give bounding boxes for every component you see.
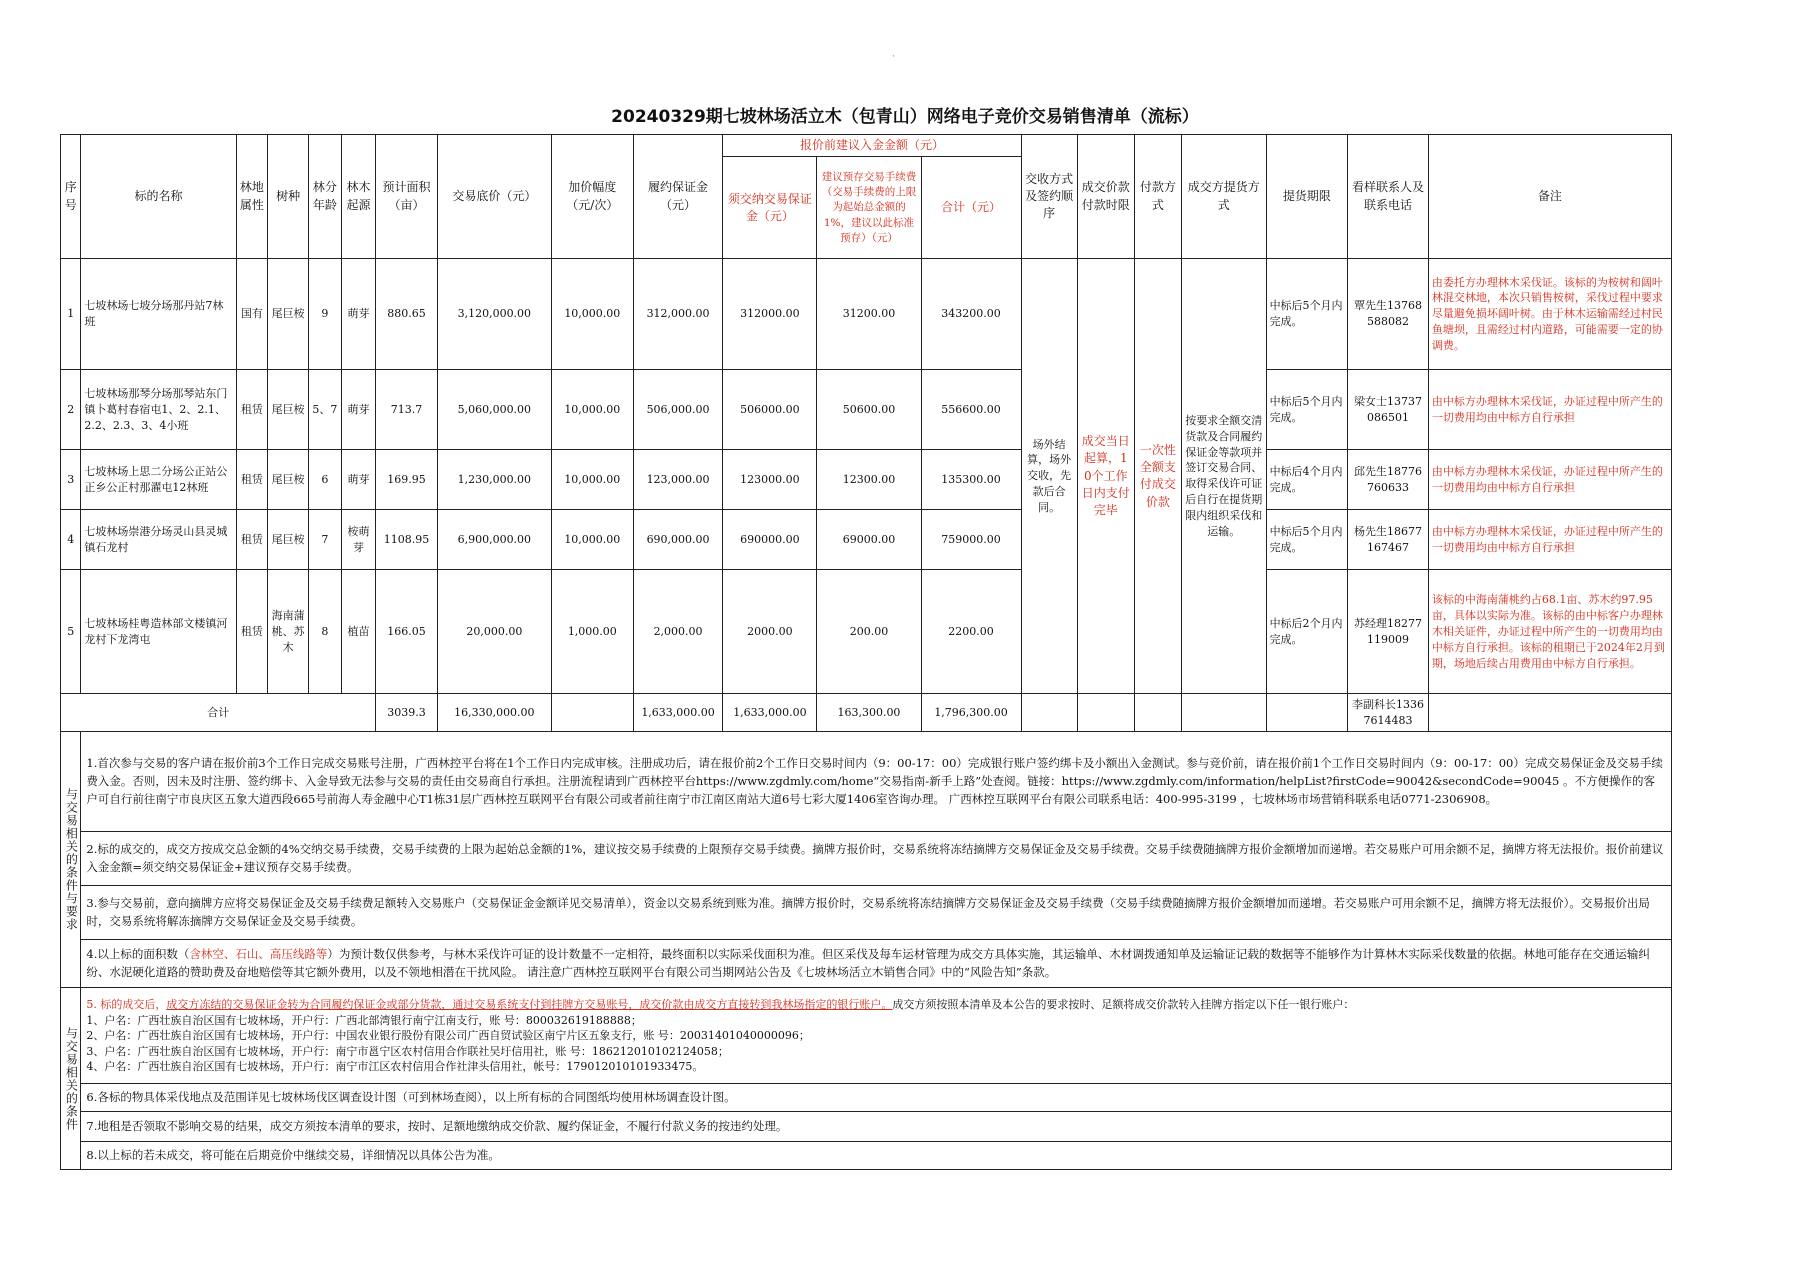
- cell-remark: 由委托方办理林木采伐证。该标的为桉树和阔叶林混交林地，本次只销售桉树，采伐过程中要求尽量避免损坏阔叶树。由于林木运输需经过村民鱼塘坝，且需经过村内道路，可能需要一定的协调费。: [1428, 259, 1671, 370]
- sales-list-table: [60, 134, 1672, 1170]
- cell-increment: 10,000.00: [551, 450, 633, 510]
- cell-area: 713.7: [376, 370, 437, 450]
- totals-fee: 163,300.00: [817, 694, 921, 732]
- note-4-part-a: 4.以上标的面积数（: [86, 947, 190, 962]
- totals-base-price: 16,330,000.00: [437, 694, 551, 732]
- header-must-deposit: 须交纳交易保证金（元）: [723, 157, 817, 259]
- cell-species: 尾巨桉: [268, 370, 309, 450]
- cell-period: 中标后2个月内完成。: [1266, 570, 1348, 694]
- cell-deposit: 2,000.00: [633, 570, 723, 694]
- cell-fee: 50600.00: [817, 370, 921, 450]
- header-period: 提货期限: [1266, 135, 1348, 259]
- cell-contact: 梁女士13737086501: [1348, 370, 1429, 450]
- header-total: 合计（元）: [921, 157, 1021, 259]
- header-remark: 备注: [1428, 135, 1671, 259]
- cell-period: 中标后5个月内完成。: [1266, 510, 1348, 570]
- totals-must-deposit: 1,633,000.00: [723, 694, 817, 732]
- cell-seq: 4: [61, 510, 81, 570]
- note-5-lead: 5. 标的成交后，: [86, 998, 167, 1012]
- header-deposit: 履约保证金（元）: [633, 135, 723, 259]
- table-row: [61, 510, 1672, 570]
- header-land: 林地属性: [236, 135, 268, 259]
- cell-origin: 萌芽: [341, 370, 376, 450]
- cell-base-price: 3,120,000.00: [437, 259, 551, 370]
- cell-contact: 杨先生18677167467: [1348, 510, 1429, 570]
- note-4-highlight: 含林空、石山、高压线路等: [189, 947, 328, 962]
- cell-fee: 69000.00: [817, 510, 921, 570]
- cell-deposit: 506,000.00: [633, 370, 723, 450]
- cell-remark: 由中标方办理林木采伐证，办证过程中所产生的一切费用均由中标方自行承担: [1428, 450, 1671, 510]
- header-name: 标的名称: [81, 135, 236, 259]
- cell-name: 七坡林场崇港分场灵山县灵城镇石龙村: [81, 510, 236, 570]
- header-origin: 林木起源: [341, 135, 376, 259]
- cell-name: 七坡林场桂粤造林部文楼镇河龙村下龙湾屯: [81, 570, 236, 694]
- bank-account-4: 4、户名：广西壮族自治区国有七坡林场，开户行：南宁市江区农村信用合作社津头信用社，帐号：179012010101933475。: [86, 1059, 704, 1073]
- scan-mark: ·: [892, 52, 895, 62]
- cell-species: 海南蒲桃、苏木: [268, 570, 309, 694]
- header-base-price: 交易底价（元）: [437, 135, 551, 259]
- cell-contact: 覃先生13768588082: [1348, 259, 1429, 370]
- cell-area: 1108.95: [376, 510, 437, 570]
- cell-total: 759000.00: [921, 510, 1021, 570]
- cell-base-price: 6,900,000.00: [437, 510, 551, 570]
- totals-deposit: 1,633,000.00: [633, 694, 723, 732]
- note-5-highlight: 成交方冻结的交易保证金转为合同履约保证金或部分货款，通过交易系统支付到挂牌方交易账号，成交价款由成交方直接转到我林场指定的银行账户。: [166, 998, 893, 1012]
- cell-land: 租赁: [236, 510, 268, 570]
- totals-row: [61, 694, 1672, 732]
- note-1: 1.首次参与交易的客户请在报价前3个工作日完成交易账号注册，广西林控平台将在1个工作日内完成审核。注册成功后，请在报价前2个工作日交易时间内（9：00-17：00）完成银行账户签约绑卡及小额出入金测试。参与竞价前，请在报价前1个工作日交易时间内（9：00-17：00）完成交易保证金及交易手续费入金。否则，因未及时注册、签约绑卡、入金导致无法参与交易的责任由交易商自行承担。注册流程请到广西林控平台https://www.zgdmly.com/home“交易指南-新手上路”处查阅。链接：https://www.zgdmly.com/information/helpList?firstCode=90042&secondCode=90045 。不方便操作的客户可自行前往南宁市良庆区五象大道西段665号前海人寿金融中心T1栋31层广西林控互联网平台有限公司或者前往南宁市江南区南站大道6号七彩大厦1406室咨询办理。 广西林控互联网平台有限公司联系电话：400-995-3199 ，七坡林场市场营销科联系电话0771-2306908。: [81, 732, 1672, 832]
- cell-origin: 萌芽: [341, 259, 376, 370]
- note-row: [61, 1142, 1672, 1170]
- note-row: [61, 1084, 1672, 1112]
- note-row: [61, 886, 1672, 940]
- cell-period: 中标后5个月内完成。: [1266, 370, 1348, 450]
- cell-period: 中标后5个月内完成。: [1266, 259, 1348, 370]
- note-5-tail: 成交方须按照本清单及本公告的要求按时、足额将成交价款转入挂牌方指定以下任一银行账户：: [892, 998, 1355, 1012]
- note-8: 8.以上标的若未成交，将可能在后期竞价中继续交易，详细情况以具体公告为准。: [81, 1142, 1672, 1170]
- cell-seq: 2: [61, 370, 81, 450]
- totals-contact: 李副科长13367614483: [1348, 694, 1429, 732]
- table-row: [61, 450, 1672, 510]
- note-row: [61, 940, 1672, 988]
- cell-species: 尾巨桉: [268, 450, 309, 510]
- cell-origin: 萌芽: [341, 450, 376, 510]
- header-species: 树种: [268, 135, 309, 259]
- bank-account-3: 3、户名：广西壮族自治区国有七坡林场，开户行：南宁市邕宁区农村信用合作联社吴圩信用社，账 号：186212010102124058；: [86, 1044, 729, 1058]
- document-title: 20240329期七坡林场活立木（包青山）网络电子竞价交易销售清单（流标）: [611, 107, 1199, 127]
- totals-total: 1,796,300.00: [921, 694, 1021, 732]
- cell-pay-method: 一次性全额支付成交价款: [1134, 259, 1181, 694]
- cell-must-deposit: 506000.00: [723, 370, 817, 450]
- cell-total: 135300.00: [921, 450, 1021, 510]
- totals-increment: [551, 694, 633, 732]
- cell-remark: 由中标方办理林木采伐证，办证过程中所产生的一切费用均由中标方自行承担: [1428, 510, 1671, 570]
- note-2: 2.标的成交的，成交方按成交总金额的4%交纳交易手续费，交易手续费的上限为起始总金额的1%，建议按交易手续费的上限预存交易手续费。摘牌方报价时，交易系统将冻结摘牌方交易保证金及交易手续费。交易手续费随摘牌方报价金额增加而递增。若交易账户可用余额不足，摘牌方将无法报价。报价前建议入金金额=须交纳交易保证金+建议预存交易手续费。: [81, 832, 1672, 886]
- cell-origin: 植苗: [341, 570, 376, 694]
- cell-base-price: 5,060,000.00: [437, 370, 551, 450]
- cell-area: 166.05: [376, 570, 437, 694]
- cell-land: 租赁: [236, 570, 268, 694]
- header-area: 预计面积（亩）: [376, 135, 437, 259]
- side-label-conditions-2: 与交易相关的条件: [61, 988, 81, 1170]
- cell-total: 556600.00: [921, 370, 1021, 450]
- cell-fee: 12300.00: [817, 450, 921, 510]
- cell-deposit: 690,000.00: [633, 510, 723, 570]
- header-seq: 序号: [61, 135, 81, 259]
- header-pay-time: 成交价款付款时限: [1077, 135, 1134, 259]
- header-delivery-order: 交收方式及签约顺序: [1021, 135, 1077, 259]
- cell-name: 七坡林场那琴分场那琴站东门镇卜葛村春宿屯1、2、2.1、2.2、2.3、3、4小班: [81, 370, 236, 450]
- cell-base-price: 20,000.00: [437, 570, 551, 694]
- cell-name: 七坡林场七坡分场那丹站7林班: [81, 259, 236, 370]
- cell-fee: 31200.00: [817, 259, 921, 370]
- cell-species: 尾巨桉: [268, 510, 309, 570]
- cell-total: 343200.00: [921, 259, 1021, 370]
- header-pay-method: 付款方式: [1134, 135, 1181, 259]
- note-row: [61, 832, 1672, 886]
- note-5: [81, 988, 1672, 1084]
- note-row: [61, 1112, 1672, 1142]
- cell-increment: 1,000.00: [551, 570, 633, 694]
- cell-increment: 10,000.00: [551, 259, 633, 370]
- cell-land: 租赁: [236, 450, 268, 510]
- header-pickup: 成交方提货方式: [1181, 135, 1266, 259]
- cell-seq: 5: [61, 570, 81, 694]
- bank-account-2: 2、户名：广西壮族自治区国有七坡林场，开户行：中国农业银行股份有限公司广西自贸试验区南宁片区五象支行，账 号：20031401040000096；: [86, 1029, 810, 1043]
- cell-age: 8: [309, 570, 342, 694]
- header-suggest-fee: 建议预存交易手续费（交易手续费的上限为起始总金额的1%，建议以此标准预存）（元）: [817, 157, 921, 259]
- note-6: 6.各标的物具体采伐地点及范围详见七坡林场伐区调查设计图（可到林场查阅），以上所有标的合同图纸均使用林场调查设计图。: [81, 1084, 1672, 1112]
- cell-deposit: 123,000.00: [633, 450, 723, 510]
- header-suggest-group: 报价前建议入金金额（元）: [723, 135, 1021, 157]
- table-row: [61, 259, 1672, 370]
- cell-age: 7: [309, 510, 342, 570]
- header-age: 林分年龄: [309, 135, 342, 259]
- cell-base-price: 1,230,000.00: [437, 450, 551, 510]
- note-row: [61, 732, 1672, 832]
- cell-name: 七坡林场上思二分场公正站公正乡公正村那濯屯12林班: [81, 450, 236, 510]
- cell-increment: 10,000.00: [551, 370, 633, 450]
- cell-increment: 10,000.00: [551, 510, 633, 570]
- cell-land: 租赁: [236, 370, 268, 450]
- cell-fee: 200.00: [817, 570, 921, 694]
- cell-remark: 该标的中海南蒲桃约占68.1亩、苏木约97.95亩，具体以实际为准。该标的由中标客户办理林木相关证件，办证过程中所产生的一切费用均由中标方自行承担。该标的租期已于2024年2月到期，场地后续占用费用由中标方自行承担。: [1428, 570, 1671, 694]
- cell-origin: 桉萌芽: [341, 510, 376, 570]
- cell-seq: 3: [61, 450, 81, 510]
- cell-must-deposit: 2000.00: [723, 570, 817, 694]
- cell-period: 中标后4个月内完成。: [1266, 450, 1348, 510]
- cell-pay-time: 成交当日起算，10个工作日内支付完毕: [1077, 259, 1134, 694]
- cell-must-deposit: 312000.00: [723, 259, 817, 370]
- totals-area: 3039.3: [376, 694, 437, 732]
- cell-area: 880.65: [376, 259, 437, 370]
- note-4-part-c: ）为预计数仅供参考，与林木采伐许可证的设计数量不一定相符，最终面积以实际采伐面积为准。但区采伐及每车运材管理为成交方具体实施，其运输单、木材调拨通知单及运输证记载的数据等不能够作为计算林木实际采伐数量的依据。林地可能存在交通运输纠纷、水泥硬化道路的赞助费及奋地赔偿等其它额外费用，以及不领地相潜在干扰风险。 请注意广西林控互联网平台有限公司当期网站公告及《七坡林场活立木销售合同》中的“风险告知”条款。: [86, 947, 1650, 979]
- note-4: [81, 940, 1672, 988]
- header-increment: 加价幅度（元/次）: [551, 135, 633, 259]
- note-3: 3.参与交易前，意向摘牌方应将交易保证金及交易手续费足额转入交易账户（交易保证金金额详见交易清单），资金以交易系统到账为准。摘牌方报价时，交易系统将冻结摘牌方交易保证金及交易手续费（交易手续费随摘牌方报价金额增加而递增。若交易账户可用余额不足，摘牌方将无法报价）。交易报价出局时，交易系统将解冻摘牌方交易保证金及交易手续费。: [81, 886, 1672, 940]
- table-row: [61, 370, 1672, 450]
- cell-deposit: 312,000.00: [633, 259, 723, 370]
- cell-age: 9: [309, 259, 342, 370]
- header-contact: 看样联系人及联系电话: [1348, 135, 1429, 259]
- cell-contact: 苏经理18277119009: [1348, 570, 1429, 694]
- table-row: [61, 570, 1672, 694]
- cell-area: 169.95: [376, 450, 437, 510]
- note-7: 7.地租是否领取不影响交易的结果，成交方须按本清单的要求，按时、足额地缴纳成交价款、履约保证金，不履行付款义务的按违约处理。: [81, 1112, 1672, 1142]
- cell-must-deposit: 690000.00: [723, 510, 817, 570]
- cell-age: 6: [309, 450, 342, 510]
- cell-remark: 由中标方办理林木采伐证，办证过程中所产生的一切费用均由中标方自行承担: [1428, 370, 1671, 450]
- cell-species: 尾巨桉: [268, 259, 309, 370]
- cell-pickup: 按要求全额交清货款及合同履约保证金等款项并签订交易合同、取得采伐许可证后自行在提货期限内组织采伐和运输。: [1181, 259, 1266, 694]
- cell-delivery-order: 场外结算，场外交收，先款后合同。: [1021, 259, 1077, 694]
- bank-account-1: 1、户名：广西壮族自治区国有七坡林场，开户行：广西北部湾银行南宁江南支行，账 号：800032619188888；: [86, 1013, 642, 1027]
- cell-age: 5、7: [309, 370, 342, 450]
- note-row: [61, 988, 1672, 1084]
- cell-total: 2200.00: [921, 570, 1021, 694]
- totals-label: 合计: [61, 694, 376, 732]
- cell-contact: 邱先生18776760633: [1348, 450, 1429, 510]
- cell-must-deposit: 123000.00: [723, 450, 817, 510]
- side-label-conditions: 与交易相关的条件与要求: [61, 732, 81, 988]
- cell-seq: 1: [61, 259, 81, 370]
- cell-land: 国有: [236, 259, 268, 370]
